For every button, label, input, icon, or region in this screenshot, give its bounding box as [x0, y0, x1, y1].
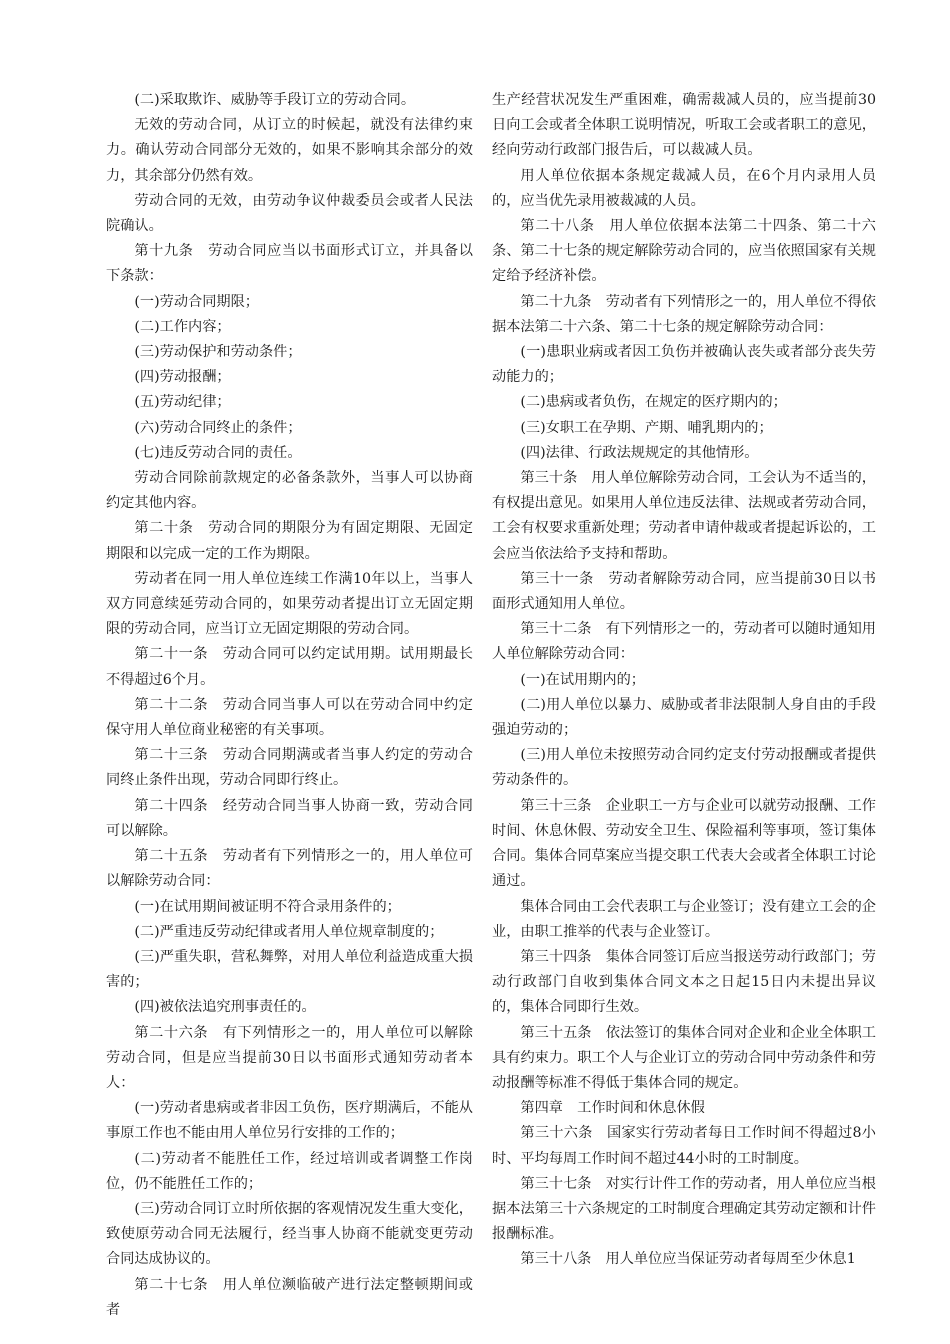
- list-item: (七)违反劳动合同的责任。: [134, 444, 302, 461]
- article-26: 第二十六条 有下列情形之一的，用人单位可以解除劳动合同，但是应当提前30日以书面形式通知劳动者本人：: [106, 1024, 473, 1091]
- article-37: 第三十七条 对实行计件工作的劳动者，用人单位应当根据本法第三十六条规定的工时制度合理确定其劳动定额和计件报酬标准。: [492, 1175, 876, 1243]
- paragraph: (二)采取欺诈、威胁等手段订立的劳动合同。: [134, 92, 416, 108]
- article-30: 第三十条 用人单位解除劳动合同，工会认为不适当的，有权提出意见。如果用人单位违反法律、法规或者劳动合同，工会有权要求重新处理；劳动者申请仲裁或者提起诉讼的，工会应当依法给予支持和帮助。: [492, 470, 876, 562]
- paragraph: 劳动合同除前款规定的必备条款外，当事人可以协商约定其他内容。: [106, 470, 473, 512]
- list-item: (四)法律、行政法规规定的其他情形。: [520, 444, 759, 461]
- list-item: (一)劳动合同期限；: [134, 293, 259, 310]
- article-33: 第三十三条 企业职工一方与企业可以就劳动报酬、工作时间、休息休假、劳动安全卫生、保险福利等事项，签订集体合同。集体合同草案应当提交职工代表大会或者全体职工讨论通过。: [492, 797, 876, 890]
- paragraph: 生产经营状况发生严重困难，确需裁减人员的，应当提前30日向工会或者全体职工说明情况，听取工会或者职工的意见，经向劳动行政部门报告后，可以裁减人员。: [492, 92, 876, 159]
- list-item: (四)劳动报酬；: [134, 369, 231, 386]
- list-item: (一)劳动者患病或者非因工负伤，医疗期满后，不能从事原工作也不能由用人单位另行安排的工作的；: [106, 1100, 473, 1142]
- list-item: (六)劳动合同终止的条件；: [134, 419, 302, 436]
- list-item: (五)劳动纪律；: [134, 394, 231, 411]
- list-item: (三)劳动保护和劳动条件；: [134, 344, 302, 361]
- list-item: (三)劳动合同订立时所依据的客观情况发生重大变化，致使原劳动合同无法履行，经当事人协商不能就变更劳动合同达成协议的。: [106, 1200, 473, 1268]
- list-item: (二)工作内容；: [134, 318, 231, 335]
- list-item: (一)患职业病或者因工负伤并被确认丧失或者部分丧失劳动能力的；: [492, 344, 876, 386]
- list-item: (二)劳动者不能胜任工作，经过培训或者调整工作岗位，仍不能胜任工作的；: [106, 1150, 473, 1192]
- article-27: 第二十七条 用人单位濒临破产进行法定整顿期间或者: [106, 1276, 473, 1318]
- list-item: (二)严重违反劳动纪律或者用人单位规章制度的；: [134, 923, 444, 940]
- paragraph: 劳动者在同一用人单位连续工作满10年以上，当事人双方同意续延劳动合同的，如果劳动者提出订立无固定期限的劳动合同，应当订立无固定期限的劳动合同。: [106, 570, 473, 638]
- paragraph: 劳动合同的无效，由劳动争议仲裁委员会或者人民法院确认。: [106, 192, 473, 235]
- article-36: 第三十六条 国家实行劳动者每日工作时间不得超过8小时、平均每周工作时间不超过44小时的工时制度。: [492, 1125, 876, 1167]
- list-item: (四)被依法追究刑事责任的。: [134, 999, 316, 1016]
- list-item: (二)用人单位以暴力、威胁或者非法限制人身自由的手段强迫劳动的；: [492, 696, 876, 739]
- list-item: (三)女职工在孕期、产期、哺乳期内的；: [520, 419, 773, 436]
- list-item: (二)患病或者负伤，在规定的医疗期内的；: [520, 394, 787, 411]
- article-21: 第二十一条 劳动合同可以约定试用期。试用期最长不得超过6个月。: [106, 646, 473, 688]
- article-22: 第二十二条 劳动合同当事人可以在劳动合同中约定保守用人单位商业秘密的有关事项。: [106, 696, 473, 739]
- article-29: 第二十九条 劳动者有下列情形之一的，用人单位不得依据本法第二十六条、第二十七条的规定解除劳动合同：: [492, 293, 876, 335]
- paragraph: 集体合同由工会代表职工与企业签订；没有建立工会的企业，由职工推举的代表与企业签订。: [492, 898, 876, 940]
- article-19: 第十九条 劳动合同应当以书面形式订立，并具备以下条款：: [106, 243, 473, 285]
- article-32: 第三十二条 有下列情形之一的，劳动者可以随时通知用人单位解除劳动合同：: [492, 621, 876, 663]
- article-28: 第二十八条 用人单位依据本法第二十四条、第二十六条、第二十七条的规定解除劳动合同的，应当依照国家有关规定给予经济补偿。: [492, 218, 876, 285]
- list-item: (一)在试用期间被证明不符合录用条件的；: [134, 898, 401, 915]
- list-item: (三)严重失职，营私舞弊，对用人单位利益造成重大损害的；: [106, 948, 473, 991]
- article-35: 第三十五条 依法签订的集体合同对企业和企业全体职工具有约束力。职工个人与企业订立的劳动合同中劳动条件和劳动报酬等标准不得低于集体合同的规定。: [492, 1024, 876, 1091]
- article-38: 第三十八条 用人单位应当保证劳动者每周至少休息1: [520, 1251, 856, 1268]
- paragraph: 用人单位依据本条规定裁减人员，在6个月内录用人员的，应当优先录用被裁减的人员。: [492, 167, 876, 209]
- article-24: 第二十四条 经劳动合同当事人协商一致，劳动合同可以解除。: [106, 797, 473, 839]
- right-column: [492, 88, 876, 1273]
- list-item: (三)用人单位未按照劳动合同约定支付劳动报酬或者提供劳动条件的。: [492, 747, 876, 789]
- left-column: [106, 88, 473, 1323]
- list-item: (一)在试用期内的；: [520, 671, 645, 688]
- article-34: 第三十四条 集体合同签订后应当报送劳动行政部门；劳动行政部门自收到集体合同文本之日起15日内未提出异议的，集体合同即行生效。: [492, 948, 876, 1016]
- article-25: 第二十五条 劳动者有下列情形之一的，用人单位可以解除劳动合同：: [106, 848, 473, 890]
- article-23: 第二十三条 劳动合同期满或者当事人约定的劳动合同终止条件出现，劳动合同即行终止。: [106, 747, 473, 789]
- chapter-heading: 第四章 工作时间和休息休假: [520, 1100, 705, 1117]
- paragraph: 无效的劳动合同，从订立的时候起，就没有法律约束力。确认劳动合同部分无效的，如果不影响其余部分的效力，其余部分仍然有效。: [106, 117, 473, 184]
- article-20: 第二十条 劳动合同的期限分为有固定期限、无固定期限和以完成一定的工作为期限。: [106, 520, 473, 562]
- article-31: 第三十一条 劳动者解除劳动合同，应当提前30日以书面形式通知用人单位。: [492, 570, 876, 613]
